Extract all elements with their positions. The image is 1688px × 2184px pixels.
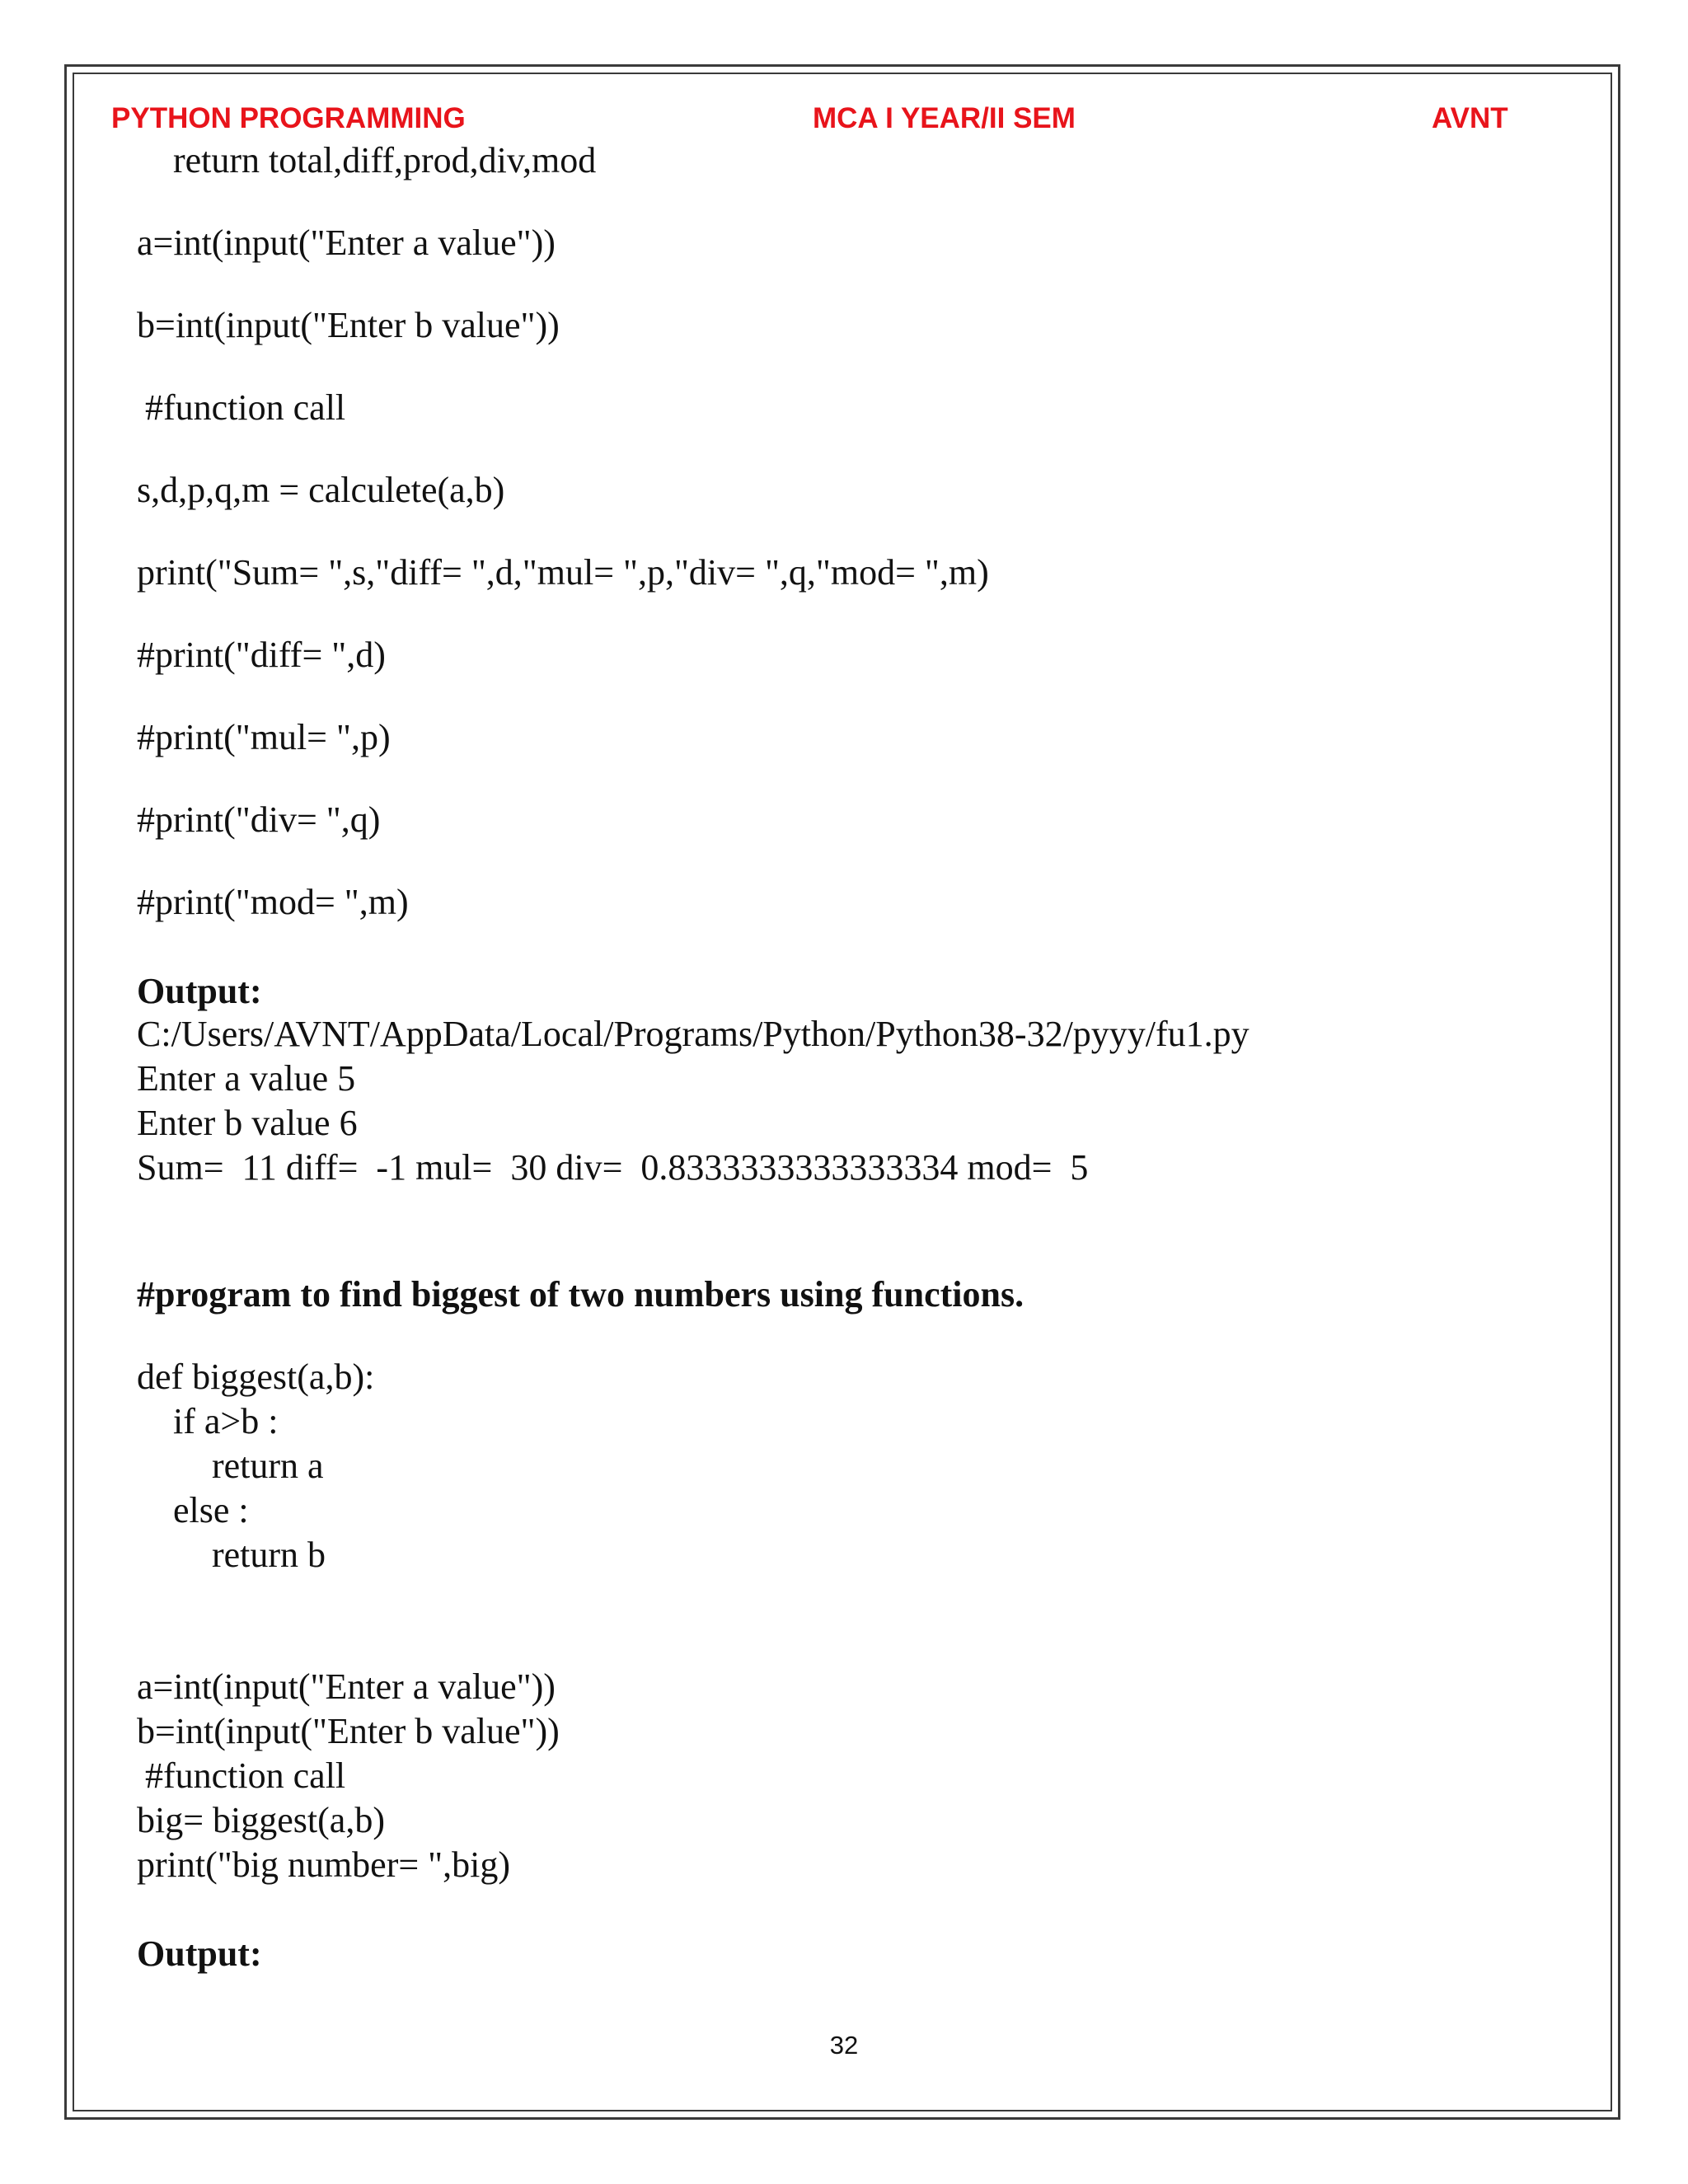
code-line: print("Sum= ",s,"diff= ",d,"mul= ",p,"div= ",q,"mod= ",m) [137,552,989,593]
output-line: Enter b value 6 [137,1103,358,1143]
code-line: print("big number= ",big) [137,1844,510,1885]
page-number: 32 [829,2031,859,2060]
header-course-title: PYTHON PROGRAMMING [111,102,466,134]
code-line: return b [212,1535,326,1575]
code-line: if a>b : [173,1401,279,1441]
output-line: Enter a value 5 [137,1058,356,1099]
code-line: a=int(input("Enter a value")) [137,223,556,263]
code-comment: #function call [145,1755,346,1796]
output-line: C:/Users/AVNT/AppData/Local/Programs/Python/Python38-32/pyyy/fu1.py [137,1014,1250,1054]
code-comment: #print("diff= ",d) [137,635,386,675]
code-line: else : [173,1490,249,1530]
code-line: s,d,p,q,m = calculete(a,b) [137,470,505,510]
code-line: a=int(input("Enter a value")) [137,1666,556,1707]
code-line: big= biggest(a,b) [137,1800,385,1840]
code-comment: #print("mul= ",p) [137,717,391,757]
code-comment: #print("mod= ",m) [137,882,409,922]
code-line: return a [212,1446,324,1486]
program-title: #program to find biggest of two numbers using functions. [137,1274,1025,1315]
output-line: Sum= 11 diff= -1 mul= 30 div= 0.8333333333333334 mod= 5 [137,1147,1089,1188]
code-line: return total,diff,prod,div,mod [173,140,597,180]
code-line: def biggest(a,b): [137,1357,375,1397]
header-semester: MCA I YEAR/II SEM [813,102,1076,134]
code-comment: #function call [145,387,346,428]
code-line: b=int(input("Enter b value")) [137,1711,560,1751]
output-heading: Output: [137,971,262,1011]
header-author: AVNT [1432,102,1508,134]
code-line: b=int(input("Enter b value")) [137,305,560,345]
output-heading: Output: [137,1933,262,1974]
code-comment: #print("div= ",q) [137,799,381,840]
